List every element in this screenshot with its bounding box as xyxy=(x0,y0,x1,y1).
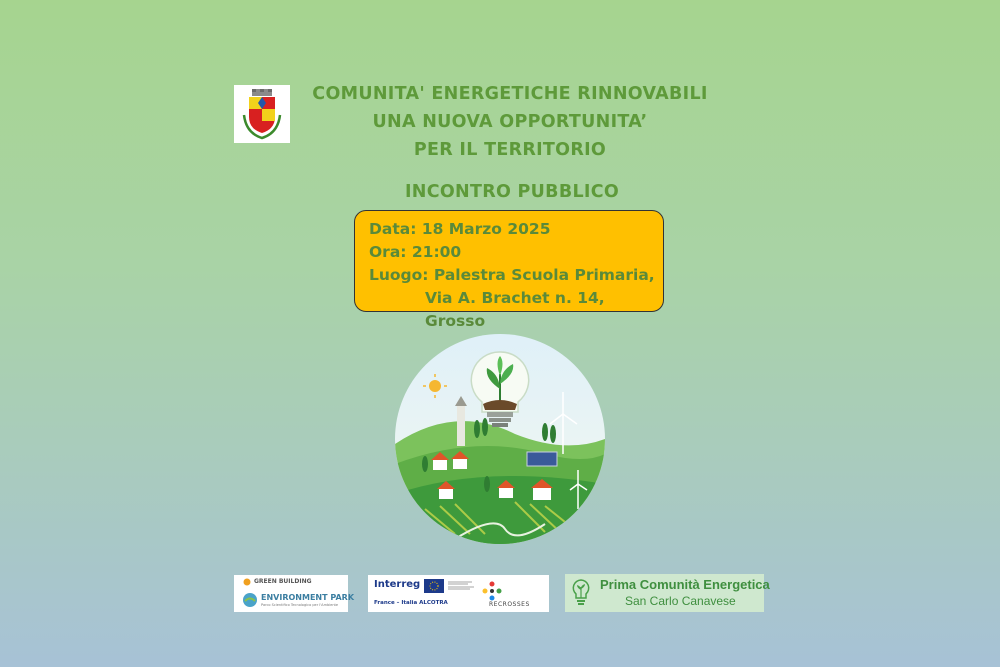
title-line-3: PER IL TERRITORIO xyxy=(413,140,607,160)
recrosses-logo-icon xyxy=(482,581,502,601)
prima-comunita-title: Prima Comunità Energetica xyxy=(600,577,770,592)
event-time: Ora: 21:00 xyxy=(369,243,462,261)
green-building-label: GREEN BUILDING xyxy=(254,578,312,585)
recrosses-label: RECROSSES xyxy=(489,601,530,608)
lightbulb-sprout-illustration xyxy=(395,334,605,544)
title-line-1: COMUNITA' ENERGETICHE RINNOVABILI xyxy=(312,84,708,104)
environment-park-label: ENVIRONMENT PARK xyxy=(261,593,355,602)
municipal-crest xyxy=(234,85,290,143)
event-date: Data: 18 Marzo 2025 xyxy=(369,220,551,238)
event-title xyxy=(290,80,730,164)
event-address: Via A. Brachet n. 14, Grosso xyxy=(425,289,605,330)
event-info-box xyxy=(354,210,664,330)
title-line-2: UNA NUOVA OPPORTUNITA’ xyxy=(372,112,648,132)
prima-comunita-logo xyxy=(565,574,770,612)
green-building-icon xyxy=(242,578,252,586)
eu-flag-icon xyxy=(424,579,444,593)
event-place: Luogo: Palestra Scuola Primaria, xyxy=(369,266,655,284)
prima-comunita-subtitle: San Carlo Canavese xyxy=(625,594,736,608)
cofunding-text-icon xyxy=(448,580,478,592)
event-subtitle: INCONTRO PUBBLICO xyxy=(404,182,620,202)
environment-park-subtitle: Parco Scientifico Tecnologico per l'Ambiente xyxy=(261,603,339,607)
environment-park-logo xyxy=(234,575,355,612)
environment-park-icon xyxy=(242,592,258,608)
lightbulb-icon xyxy=(571,578,591,608)
interreg-subtitle: France – Italia ALCOTRA xyxy=(374,600,448,606)
crest-icon xyxy=(240,87,284,141)
interreg-label: Interreg xyxy=(374,579,421,590)
interreg-logo xyxy=(368,575,549,612)
